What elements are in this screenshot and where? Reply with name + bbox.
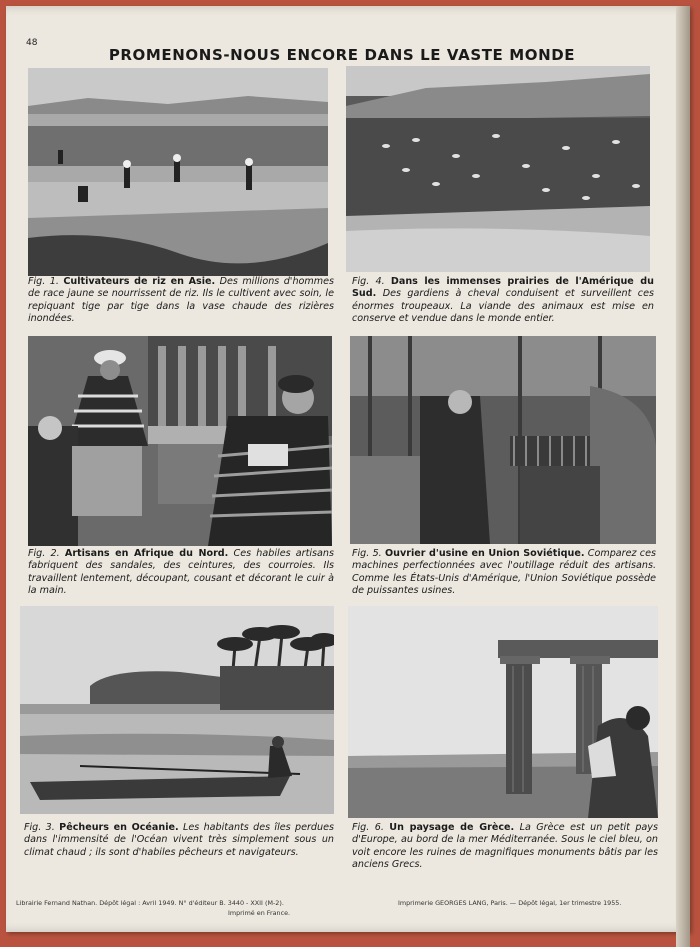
footer-printer: Imprimerie GEORGES LANG, Paris. — Dépôt légal, 1er trimestre 1955. [398,899,622,907]
fig-number: Fig. 6. [352,822,384,833]
caption-heading: Dans les immenses prairies de l'Amérique du Sud. [352,276,654,300]
caption-text: Des millions d'hommes de race jaune se nourrissent de riz. Ils le cultivent avec soin, le repiquant tige par tige dans la vase chaude des rizières inondées. [28,276,334,325]
photo-factory-worker [350,336,656,544]
photo-artisans [28,336,332,546]
caption-heading: Cultivateurs de riz en Asie. [63,276,216,287]
photo-cattle-prairie [346,66,650,272]
caption-fig-1 [28,276,334,326]
page-title: PROMENONS-NOUS ENCORE DANS LE VASTE MONDE [108,46,576,64]
footer-publisher: Librairie Fernand Nathan. Dépôt légal : Avril 1949. N° d'éditeur B. 3440 - XXII (M-2). [16,899,284,907]
caption-heading: Ouvrier d'usine en Union Soviétique. [384,548,585,559]
caption-text: La Grèce est un petit pays d'Europe, au bord de la mer Méditerranée. Sous le ciel bleu, on voit encore les ruines de magnifiques monuments bâtis par les anciens Grecs. [352,822,658,871]
caption-text: Comparez ces machines perfectionnées avec l'outillage réduit des artisans. Comme les États-Unis d'Amérique, l'Union Soviétique possède de puissantes usines. [352,548,656,597]
photo-greece-ruins [348,606,658,818]
page-number: 48 [26,38,38,48]
caption-text: Des gardiens à cheval conduisent et surveillent ces énormes troupeaux. La viande des animaux est mise en conserve et vendue dans le monde entier. [352,288,654,325]
caption-heading: Artisans en Afrique du Nord. [64,548,229,559]
page-edge [676,6,690,947]
fig-number: Fig. 2. [28,548,60,559]
caption-text: Ces habiles artisans fabriquent des sandales, des ceintures, des courroies. Ils travaillent lentement, découpant, cousant et décorant le cuir à la main. [28,548,334,597]
caption-fig-3 [24,822,334,859]
caption-heading: Pêcheurs en Océanie. [59,822,179,833]
photo-rice-farmers [28,68,328,276]
fig-number: Fig. 3. [24,822,55,833]
fig-number: Fig. 5. [352,548,382,559]
caption-fig-5 [352,548,656,598]
photo-oceania-fishermen [20,606,334,814]
fig-number: Fig. 1. [28,276,59,287]
book-page [6,6,690,932]
caption-fig-4 [352,276,654,326]
caption-heading: Un paysage de Grèce. [389,822,515,833]
caption-fig-2 [28,548,334,598]
footer-printed-in: Imprimé en France. [228,909,291,917]
caption-text: Les habitants des îles perdues dans l'immensité de l'Océan vivent très simplement sous un climat chaud ; ils sont d'habiles pêcheurs et navigateurs. [24,822,335,858]
caption-fig-6 [352,822,658,872]
fig-number: Fig. 4. [352,276,385,287]
